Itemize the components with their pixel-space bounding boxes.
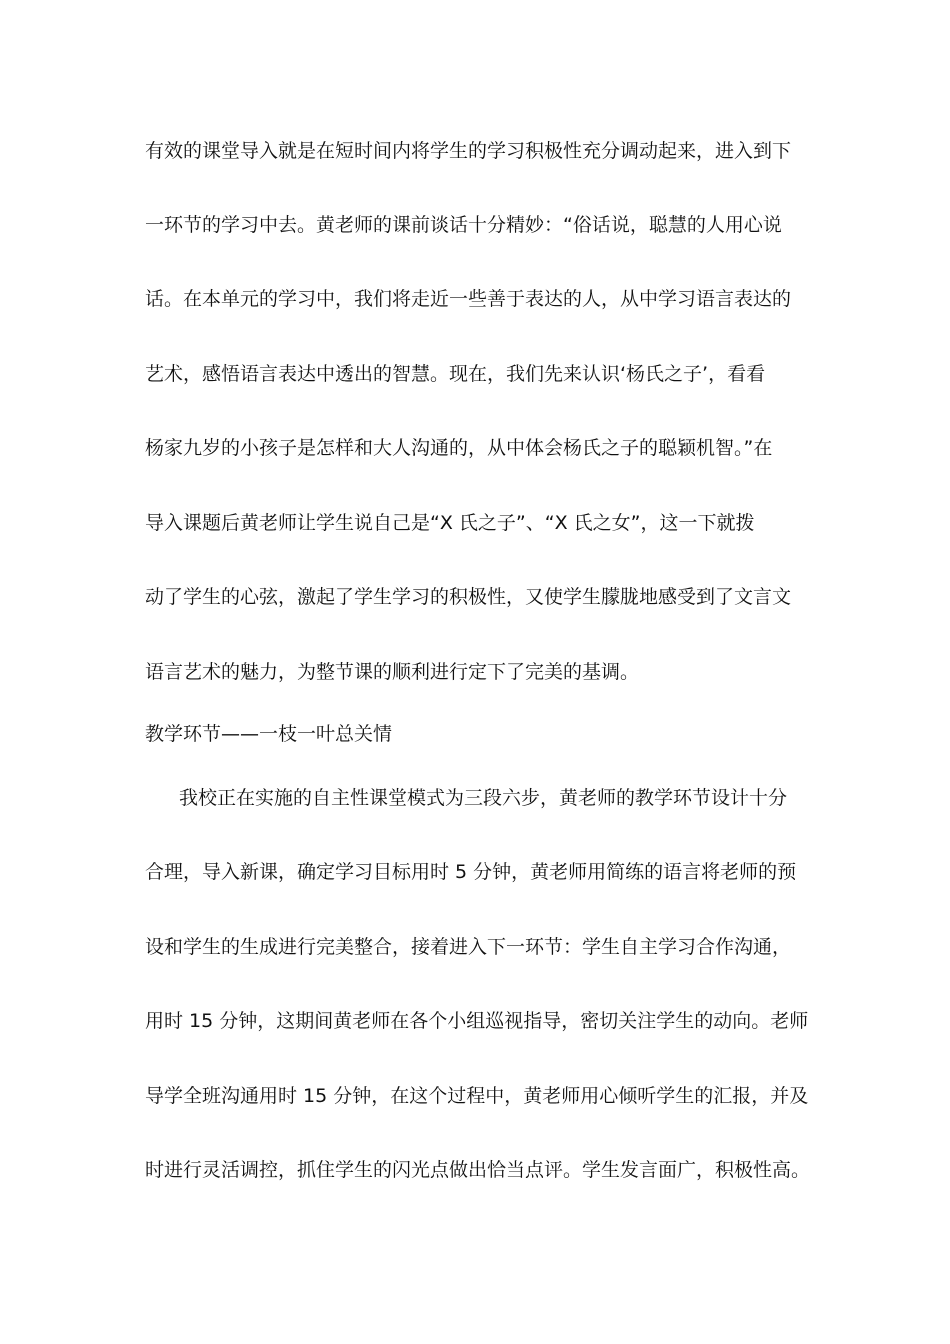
paragraph-1-line-3: 话。在本单元的学习中，我们将走近一些善于表达的人，从中学习语言表达的 [145, 288, 792, 310]
paragraph-1-line-8: 语言艺术的魅力，为整节课的顺利进行定下了完美的基调。 [145, 661, 640, 683]
paragraph-2-line-1: 我校正在实施的自主性课堂模式为三段六步，黄老师的教学环节设计十分 [179, 787, 788, 809]
paragraph-2-line-2: 合理，导入新课，确定学习目标用时 5 分钟，黄老师用简练的语言将老师的预 [145, 861, 797, 883]
paragraph-2-line-4: 用时 15 分钟，这期间黄老师在各个小组巡视指导，密切关注学生的动向。老师 [145, 1010, 809, 1032]
paragraph-1-line-1: 有效的课堂导入就是在短时间内将学生的学习积极性充分调动起来，进入到下 [145, 140, 792, 162]
paragraph-1-line-7: 动了学生的心弦，激起了学生学习的积极性，又使学生朦胧地感受到了文言文 [145, 586, 792, 608]
paragraph-2-line-3: 设和学生的生成进行完美整合，接着进入下一环节：学生自主学习合作沟通， [145, 936, 792, 958]
paragraph-1-line-6: 导入课题后黄老师让学生说自己是“X 氏之子”、“X 氏之女”，这一下就拨 [145, 512, 755, 534]
paragraph-2-line-6: 时进行灵活调控，抓住学生的闪光点做出恰当点评。学生发言面广，积极性高。 [145, 1159, 811, 1181]
paragraph-1-line-4: 艺术，感悟语言表达中透出的智慧。现在，我们先来认识‘杨氏之子’，看看 [145, 363, 766, 385]
paragraph-2-line-5: 导学全班沟通用时 15 分钟，在这个过程中，黄老师用心倾听学生的汇报，并及 [145, 1085, 809, 1107]
paragraph-1-line-5: 杨家九岁的小孩子是怎样和大人沟通的，从中体会杨氏之子的聪颖机智。”在 [145, 437, 773, 459]
paragraph-1-line-2: 一环节的学习中去。黄老师的课前谈话十分精妙：“俗话说，聪慧的人用心说 [145, 214, 782, 236]
section-heading: 教学环节——一枝一叶总关情 [145, 723, 393, 745]
